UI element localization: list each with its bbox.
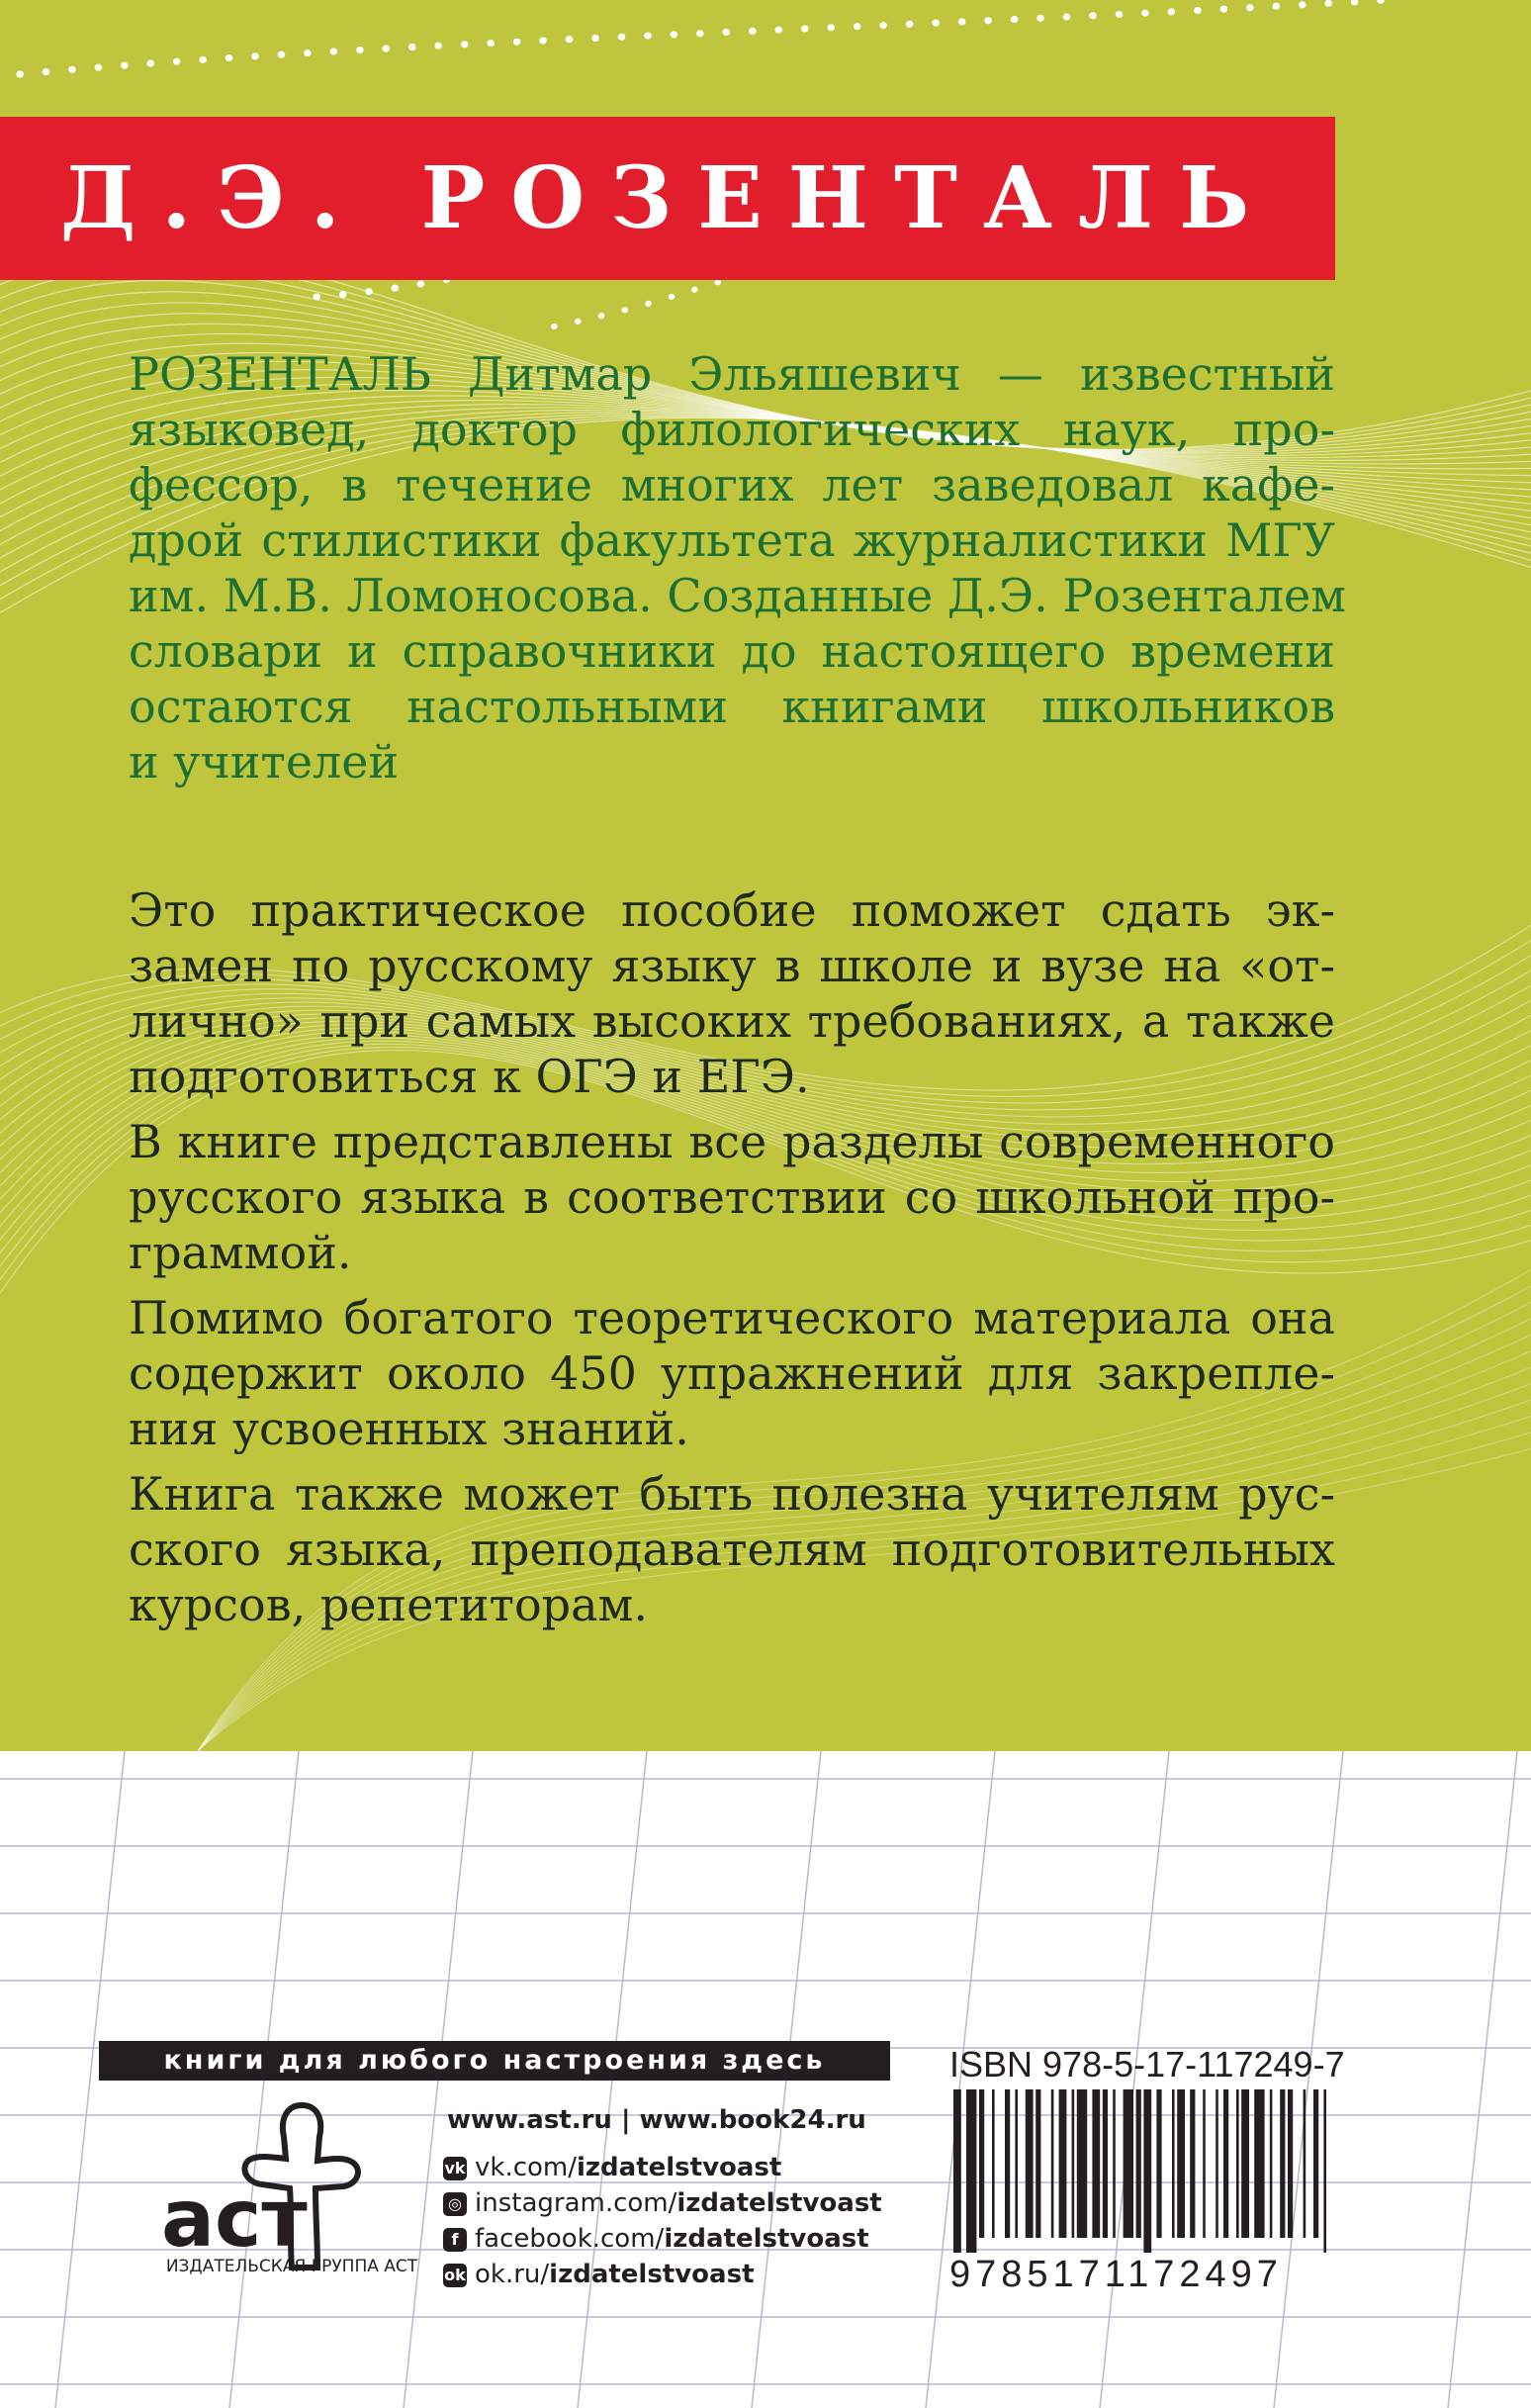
publisher-group-name: ИЗДАТЕЛЬСКАЯ ГРУППА АСТ — [165, 2257, 418, 2276]
description-line: Книга также может быть полезна учителям рус- — [129, 1467, 1335, 1521]
social-odnoklassniki[interactable] — [443, 2258, 755, 2291]
barcode-bar — [1203, 2089, 1206, 2238]
barcode-bar — [1036, 2089, 1040, 2238]
book-description — [129, 882, 1335, 1632]
description-line: лично» при самых высоких требованиях, а также — [129, 994, 1335, 1048]
website-links[interactable]: www.ast.ru | www.book24.ru — [447, 2105, 866, 2135]
bio-line: фессор, в течение многих лет заведовал кафе- — [129, 458, 1335, 511]
bio-line: словари и справочники до настоящего времени — [129, 624, 1335, 678]
barcode-bar — [992, 2089, 995, 2238]
description-line: Это практическое пособие поможет сдать эк- — [129, 883, 1335, 937]
barcode-bar — [1072, 2089, 1075, 2238]
barcode-digits: 9785171172497 — [949, 2254, 1283, 2295]
social-facebook[interactable] — [443, 2222, 869, 2256]
description-line: курсов, репетиторам. — [129, 1578, 648, 1631]
description-line: содержит около 450 упражнений для закрепле- — [129, 1346, 1335, 1400]
bio-line: дрой стилистики факультета журналистики МГУ — [129, 513, 1335, 567]
barcode-bar — [1015, 2089, 1018, 2238]
description-line: граммой. — [129, 1226, 352, 1279]
social-prefix: ok.ru/ — [475, 2260, 550, 2289]
barcode-bar — [1254, 2089, 1264, 2238]
bio-line: РОЗЕНТАЛЬ Дитмар Эльяшевич — известный — [129, 347, 1335, 401]
bio-line: и учителей — [129, 735, 400, 788]
bio-line: языковед, доктор филологических наук, про- — [129, 403, 1335, 456]
barcode-bar — [1304, 2089, 1306, 2238]
barcode-bar — [1172, 2089, 1175, 2238]
barcode-bar — [1077, 2089, 1087, 2238]
social-handle: izdatelstvoast — [664, 2224, 869, 2254]
description-line: Помимо богатого теоретического материала она — [129, 1291, 1335, 1344]
social-prefix: facebook.com/ — [475, 2224, 665, 2254]
tagline-bar: книги для любого настроения здесь — [99, 2041, 890, 2081]
barcode-bar — [1323, 2089, 1326, 2253]
barcode-bar — [1288, 2089, 1293, 2238]
barcode-bar — [1143, 2089, 1151, 2253]
description-line: ского языка, преподавателям подготовительных — [129, 1523, 1335, 1576]
barcode-bar — [1280, 2089, 1285, 2238]
facebook-icon: f — [443, 2228, 467, 2252]
barcode-bar — [1177, 2089, 1185, 2238]
social-handle: izdatelstvoast — [676, 2188, 882, 2218]
barcode-bar — [1136, 2089, 1141, 2238]
isbn-number: ISBN 978-5-17-117249-7 — [949, 2044, 1345, 2084]
barcode-bar — [1092, 2089, 1100, 2238]
wave-line — [20, 0, 1385, 74]
description-line: замен по русскому языку в школе и вузе на «от- — [129, 939, 1335, 992]
barcode-bar — [1236, 2089, 1239, 2238]
barcode-bar — [1313, 2089, 1318, 2238]
barcode-bar — [1103, 2089, 1108, 2238]
description-line: ния усвоенных знаний. — [129, 1402, 689, 1455]
barcode-bar — [1190, 2089, 1195, 2238]
barcode-bar — [1223, 2089, 1228, 2238]
vk-icon: vk — [443, 2157, 467, 2180]
barcode-bar — [979, 2089, 984, 2238]
instagram-icon: ◎ — [443, 2192, 467, 2216]
ast-logo-text: аст — [161, 2173, 308, 2265]
social-prefix: instagram.com/ — [475, 2188, 677, 2218]
barcode-bar — [1124, 2089, 1133, 2238]
social-prefix: vk.com/ — [475, 2153, 577, 2182]
description-line: русского языка в соответствии со школьной про- — [129, 1170, 1335, 1224]
odnoklassniki-icon: ok — [443, 2264, 467, 2287]
barcode-bar — [1113, 2089, 1116, 2238]
ast-logo — [153, 2097, 366, 2275]
author-name: Д.Э. РОЗЕНТАЛЬ — [59, 148, 1276, 248]
barcode-bar — [1026, 2089, 1034, 2238]
barcode-bar — [1051, 2089, 1054, 2238]
barcode-bar — [1270, 2089, 1273, 2238]
bio-line: остаются настольными книгами школьников — [129, 680, 1335, 733]
barcode — [949, 2089, 1508, 2253]
social-vk[interactable] — [443, 2151, 781, 2184]
social-instagram[interactable] — [443, 2186, 882, 2220]
barcode-bar — [1005, 2089, 1010, 2238]
barcode-bar — [1156, 2089, 1161, 2238]
barcode-bar — [1216, 2089, 1218, 2238]
description-line: подготовиться к ОГЭ и ЕГЭ. — [129, 1050, 810, 1103]
bio-line: им. М.В. Ломоносова. Созданные Д.Э. Розенталем — [129, 569, 1347, 622]
social-handle: izdatelstvoast — [549, 2260, 755, 2289]
barcode-bar — [966, 2089, 976, 2253]
barcode-bar — [1059, 2089, 1067, 2238]
barcode-bar — [1241, 2089, 1249, 2238]
barcode-bar — [953, 2089, 961, 2253]
social-handle: izdatelstvoast — [577, 2153, 782, 2182]
author-bio — [129, 346, 1347, 789]
author-band — [0, 117, 1335, 280]
description-line: В книге представлены все разделы современного — [129, 1115, 1335, 1168]
